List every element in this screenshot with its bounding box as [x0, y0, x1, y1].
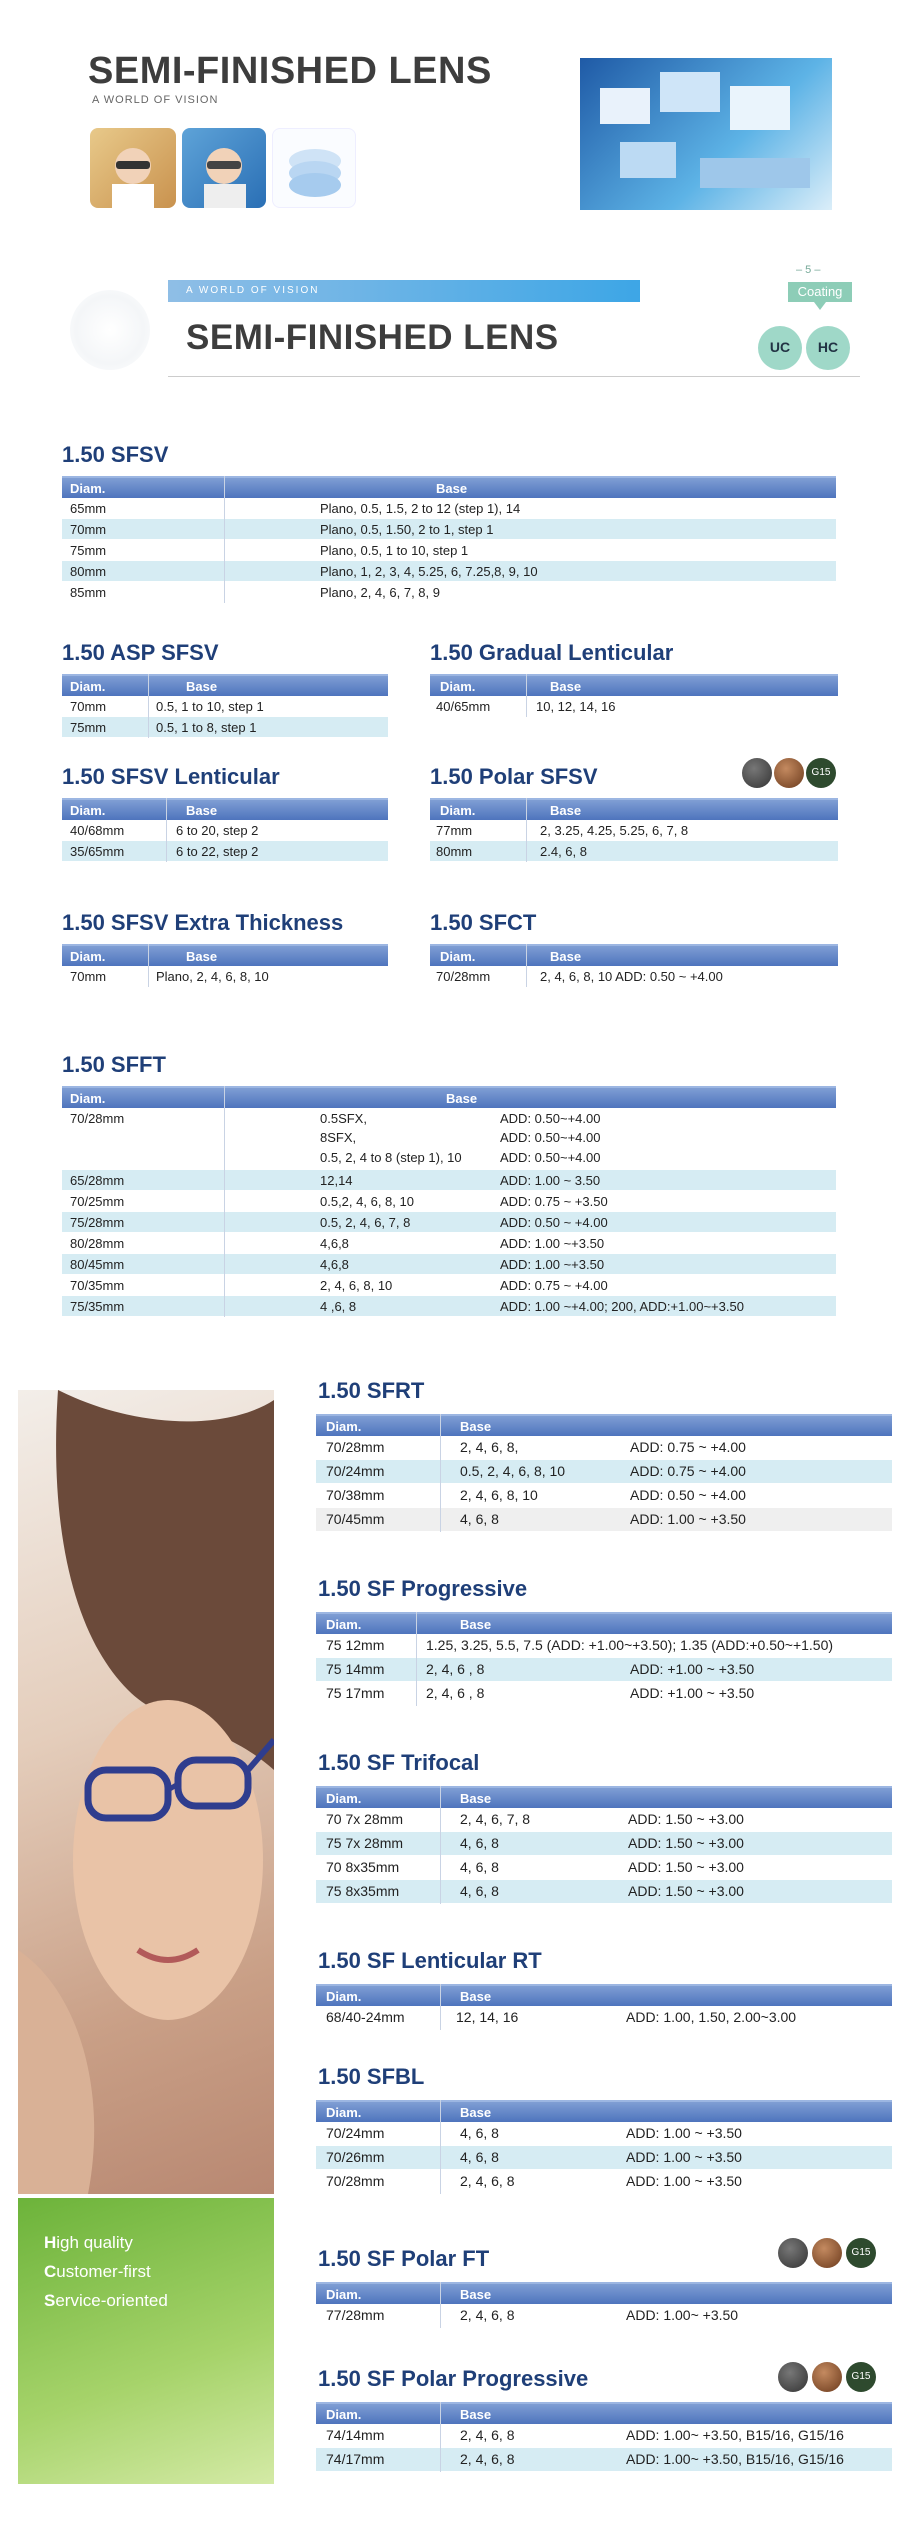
cell-diam: 75 17mm	[326, 1685, 385, 1701]
cell-diam: 74/17mm	[326, 2451, 385, 2467]
section-title: 1.50 SFSV Extra Thickness	[62, 910, 344, 935]
section-title: 1.50 Polar SFSV	[430, 764, 598, 789]
section-title: 1.50 Gradual Lenticular	[430, 640, 674, 665]
polar-sfsv-table	[430, 798, 838, 862]
col-base: Base	[460, 1617, 492, 1632]
grey-lens-swatch	[742, 758, 772, 788]
cell-add: ADD: 0.50 ~ +4.00	[500, 1215, 608, 1230]
col-base: Base	[446, 1091, 478, 1106]
cell-base: 2, 3.25, 4.25, 5.25, 6, 7, 8	[540, 823, 689, 838]
cell-add: ADD: 1.00~ +3.50	[626, 2307, 739, 2323]
technology-photo	[580, 58, 832, 210]
cell-base: Plano, 0.5, 1.50, 2 to 1, step 1	[320, 522, 494, 537]
col-diam: Diam.	[70, 679, 106, 694]
section-title: 1.50 ASP SFSV	[62, 640, 219, 665]
brown-lens-swatch	[812, 2238, 842, 2268]
col-base: Base	[550, 803, 582, 818]
header-subtitle: A WORLD OF VISION	[92, 94, 219, 106]
cell-base: 2, 4, 6, 8, 10	[460, 1487, 538, 1503]
coating-arrow	[814, 302, 826, 310]
cell-base: 2, 4, 6 , 8	[426, 1661, 485, 1677]
gradual-lenticular-table	[430, 674, 838, 717]
grey-lens-swatch	[778, 2238, 808, 2268]
model-photo	[18, 1390, 274, 2194]
cell-add: ADD: 1.50 ~ +3.00	[628, 1835, 744, 1851]
cell-diam: 68/40-24mm	[326, 2009, 405, 2025]
col-diam: Diam.	[326, 1989, 362, 2004]
screens-icon	[580, 58, 832, 210]
brown-lens-swatch	[774, 758, 804, 788]
cell-base: 2, 4, 6, 8, 10	[320, 1278, 393, 1293]
col-base: Base	[186, 803, 218, 818]
cell-add: ADD: 0.75 ~ +3.50	[500, 1194, 608, 1209]
section-title: 1.50 SF Polar FT	[318, 2246, 490, 2271]
col-diam: Diam.	[440, 803, 476, 818]
cell-base: 0.5,2, 4, 6, 8, 10	[320, 1194, 414, 1209]
brown-lens-swatch	[812, 2362, 842, 2392]
cell-diam: 70mm	[70, 522, 107, 537]
cell-diam: 75/28mm	[70, 1215, 125, 1230]
cell-add: ADD: 1.50 ~ +3.00	[628, 1859, 744, 1875]
cell-diam: 70mm	[70, 699, 107, 714]
cell-diam: 35/65mm	[70, 844, 125, 859]
cell-base: 4 ,6, 8	[320, 1299, 357, 1314]
col-base: Base	[550, 949, 582, 964]
sf-trifocal-table	[316, 1786, 892, 1904]
cell-base: Plano, 2, 4, 6, 8, 10	[156, 969, 269, 984]
cell-diam: 70/26mm	[326, 2149, 385, 2165]
col-diam: Diam.	[70, 481, 106, 496]
cell-diam: 70/28mm	[326, 1439, 385, 1455]
cell-base: 12,14	[320, 1173, 353, 1188]
cell-diam: 70mm	[70, 969, 107, 984]
cell-diam: 80/45mm	[70, 1257, 125, 1272]
cell-base: 2, 4, 6, 7, 8	[460, 1811, 531, 1827]
cell-add: ADD: 1.50 ~ +3.00	[628, 1883, 744, 1899]
col-diam: Diam.	[440, 679, 476, 694]
col-base: Base	[186, 949, 218, 964]
woman-with-glasses-icon	[18, 1390, 274, 2194]
col-diam: Diam.	[70, 949, 106, 964]
cell-add: ADD: +1.00 ~ +3.50	[630, 1685, 755, 1701]
slogan-line-1: High quality	[44, 2233, 133, 2252]
cell-base: 0.5, 1 to 8, step 1	[156, 720, 257, 735]
sfsv-lenticular-table	[62, 798, 388, 862]
cell-base: 8SFX,	[320, 1130, 357, 1145]
col-base: Base	[460, 2105, 492, 2120]
cell-base: 4,6,8	[320, 1257, 349, 1272]
col-base: Base	[460, 2407, 492, 2422]
woman-face-icon	[182, 128, 266, 208]
cell-add: ADD: 0.75 ~ +4.00	[630, 1439, 746, 1455]
cell-add: ADD: 1.00 ~ 3.50	[500, 1173, 601, 1188]
cell-diam: 70 8x35mm	[326, 1859, 400, 1875]
cell-add: ADD: 0.50~+4.00	[500, 1111, 601, 1126]
section-title: 1.50 SFBL	[318, 2064, 425, 2089]
cell-base: 4,6,8	[320, 1236, 349, 1251]
cell-base: 6 to 22, step 2	[176, 844, 259, 859]
sf-lenticular-rt-table	[316, 1984, 892, 2030]
grey-lens-swatch	[778, 2362, 808, 2392]
lens-stack-icon	[273, 129, 356, 208]
cell-base: 2, 4, 6, 8, 10 ADD: 0.50 ~ +4.00	[540, 969, 723, 984]
cell-diam: 70/38mm	[326, 1487, 385, 1503]
cell-add: ADD: 0.50~+4.00	[500, 1150, 601, 1165]
cell-diam: 75mm	[70, 720, 107, 735]
col-diam: Diam.	[326, 1617, 362, 1632]
cell-diam: 70/28mm	[436, 969, 491, 984]
g15-lens-swatch: G15	[806, 758, 836, 788]
cell-base: 10, 12, 14, 16	[536, 699, 616, 714]
banner-underline	[168, 376, 860, 377]
slogan-line-3: Service-oriented	[44, 2291, 168, 2310]
sfct-table	[430, 944, 838, 987]
cell-base: 0.5, 2, 4, 6, 8, 10	[460, 1463, 566, 1479]
cell-base: 0.5, 1 to 10, step 1	[156, 699, 264, 714]
cell-diam: 75mm	[70, 543, 107, 558]
cell-base: 12, 14, 16	[456, 2009, 519, 2025]
cell-base: 2, 4, 6, 8	[460, 2451, 515, 2467]
col-diam: Diam.	[70, 803, 106, 818]
cell-add: ADD: 1.00 ~ +3.50	[626, 2149, 742, 2165]
cell-add: ADD: 1.00~ +3.50, B15/16, G15/16	[626, 2451, 844, 2467]
slogan-panel	[18, 2198, 274, 2484]
col-diam: Diam.	[326, 2407, 362, 2422]
cell-diam: 75 12mm	[326, 1637, 385, 1653]
cell-base: 1.25, 3.25, 5.5, 7.5 (ADD: +1.00~+3.50); 1.35 (ADD:+0.50~+1.50)	[426, 1637, 834, 1653]
cell-base: 0.5, 2, 4 to 8 (step 1), 10	[320, 1150, 462, 1165]
sf-progressive-table	[316, 1612, 892, 1706]
slogan-line-2: Customer-first	[44, 2262, 151, 2281]
col-base: Base	[460, 1419, 492, 1434]
cell-diam: 65/28mm	[70, 1173, 125, 1188]
lens-photo-1	[90, 128, 176, 208]
cell-diam: 80mm	[436, 844, 473, 859]
cell-add: ADD: 1.00 ~ +3.50	[630, 1511, 746, 1527]
cell-add: ADD: 0.75 ~ +4.00	[630, 1463, 746, 1479]
section-title: 1.50 SFFT	[62, 1052, 166, 1077]
cell-add: ADD: 1.00~ +3.50, B15/16, G15/16	[626, 2427, 844, 2443]
cell-diam: 70/24mm	[326, 2125, 385, 2141]
cell-diam: 85mm	[70, 585, 107, 600]
col-diam: Diam.	[440, 949, 476, 964]
cell-diam: 75/35mm	[70, 1299, 125, 1314]
sf-polar-progressive-table	[316, 2402, 892, 2472]
section-title: 1.50 SFRT	[318, 1378, 425, 1403]
header-title: SEMI-FINISHED LENS	[88, 50, 492, 92]
sfbl-table	[316, 2100, 892, 2194]
col-base: Base	[550, 679, 582, 694]
cell-base: 4, 6, 8	[460, 1859, 499, 1875]
cell-diam: 75 8x35mm	[326, 1883, 400, 1899]
cell-add: ADD: 1.00 ~ +3.50	[626, 2125, 742, 2141]
col-base: Base	[460, 1989, 492, 2004]
section-title: 1.50 SF Progressive	[318, 1576, 528, 1601]
woman-face-icon	[90, 128, 176, 208]
cell-base: 2, 4, 6, 8,	[460, 1439, 519, 1455]
col-diam: Diam.	[326, 1419, 362, 1434]
cell-diam: 70/45mm	[326, 1511, 385, 1527]
cell-diam: 75 14mm	[326, 1661, 385, 1677]
col-base: Base	[460, 2287, 492, 2302]
cell-base: 0.5, 2, 4, 6, 7, 8	[320, 1215, 411, 1230]
cell-add: ADD: 0.50~+4.00	[500, 1130, 601, 1145]
cell-diam: 70/28mm	[326, 2173, 385, 2189]
cell-diam: 77mm	[436, 823, 473, 838]
coating-label: Coating	[788, 282, 852, 302]
page-number: – 5 –	[796, 264, 821, 276]
cell-base: 2, 4, 6, 8	[460, 2173, 515, 2189]
cell-add: ADD: 1.00 ~ +3.50	[626, 2173, 742, 2189]
sfsv-table	[62, 476, 836, 603]
cell-base: Plano, 2, 4, 6, 7, 8, 9	[320, 585, 440, 600]
hc-badge: HC	[806, 326, 850, 370]
cell-diam: 70/28mm	[70, 1111, 125, 1126]
cell-base: 2.4, 6, 8	[540, 844, 587, 859]
cell-diam: 70/24mm	[326, 1463, 385, 1479]
banner-title: SEMI-FINISHED LENS	[186, 318, 559, 357]
cell-add: ADD: 1.00 ~+3.50	[500, 1257, 605, 1272]
sfrt-table	[316, 1414, 892, 1532]
cell-base: 0.5SFX,	[320, 1111, 367, 1126]
cell-base: Plano, 1, 2, 3, 4, 5.25, 6, 7.25,8, 9, 10	[320, 564, 538, 579]
cell-add: ADD: 0.75 ~ +4.00	[500, 1278, 608, 1293]
cell-diam: 65mm	[70, 501, 107, 516]
section-title: 1.50 SFSV	[62, 442, 169, 467]
cell-diam: 70/25mm	[70, 1194, 125, 1209]
cell-base: Plano, 0.5, 1 to 10, step 1	[320, 543, 469, 558]
banner-strip	[168, 280, 640, 302]
cell-diam: 70 7x 28mm	[326, 1811, 404, 1827]
section-title: 1.50 SFSV Lenticular	[62, 764, 280, 789]
col-base: Base	[436, 481, 468, 496]
section-title: 1.50 SFCT	[430, 910, 537, 935]
col-diam: Diam.	[70, 1091, 106, 1106]
cell-base: Plano, 0.5, 1.5, 2 to 12 (step 1), 14	[320, 501, 521, 516]
cell-base: 4, 6, 8	[460, 1883, 499, 1899]
col-base: Base	[186, 679, 218, 694]
cell-diam: 77/28mm	[326, 2307, 385, 2323]
col-diam: Diam.	[326, 2287, 362, 2302]
section-title: 1.50 SF Polar Progressive	[318, 2366, 589, 2391]
cell-add: ADD: 1.00, 1.50, 2.00~3.00	[626, 2009, 797, 2025]
uc-badge: UC	[758, 326, 802, 370]
cell-base: 4, 6, 8	[460, 2125, 499, 2141]
cell-diam: 80mm	[70, 564, 107, 579]
lens-photo-2	[182, 128, 266, 208]
banner-tag: A WORLD OF VISION	[186, 285, 320, 296]
sfft-table	[62, 1086, 836, 1317]
col-base: Base	[460, 1791, 492, 1806]
cell-diam: 40/68mm	[70, 823, 125, 838]
cell-base: 4, 6, 8	[460, 1511, 499, 1527]
cell-base: 2, 4, 6, 8	[460, 2427, 515, 2443]
extra-thickness-table	[62, 944, 388, 987]
cell-add: ADD: 0.50 ~ +4.00	[630, 1487, 746, 1503]
cell-base: 2, 4, 6, 8	[460, 2307, 515, 2323]
sf-polar-ft-table	[316, 2282, 892, 2328]
g15-lens-swatch: G15	[846, 2362, 876, 2392]
col-diam: Diam.	[326, 1791, 362, 1806]
cell-add: ADD: 1.50 ~ +3.00	[628, 1811, 744, 1827]
cell-add: ADD: 1.00 ~+3.50	[500, 1236, 605, 1251]
cell-add: ADD: 1.00 ~+4.00; 200, ADD:+1.00~+3.50	[500, 1299, 744, 1314]
cell-diam: 70/35mm	[70, 1278, 125, 1293]
banner-left-glare	[70, 290, 150, 370]
cell-base: 4, 6, 8	[460, 2149, 499, 2165]
cell-add: ADD: +1.00 ~ +3.50	[630, 1661, 755, 1677]
section-title: 1.50 SF Trifocal	[318, 1750, 480, 1775]
cell-diam: 74/14mm	[326, 2427, 385, 2443]
asp-sfsv-table	[62, 674, 388, 738]
cell-diam: 40/65mm	[436, 699, 491, 714]
section-title: 1.50 SF Lenticular RT	[318, 1948, 542, 1973]
cell-diam: 75 7x 28mm	[326, 1835, 404, 1851]
cell-diam: 80/28mm	[70, 1236, 125, 1251]
cell-base: 6 to 20, step 2	[176, 823, 259, 838]
g15-lens-swatch: G15	[846, 2238, 876, 2268]
cell-base: 4, 6, 8	[460, 1835, 499, 1851]
lens-photo-3	[272, 128, 356, 208]
col-diam: Diam.	[326, 2105, 362, 2120]
cell-base: 2, 4, 6 , 8	[426, 1685, 485, 1701]
